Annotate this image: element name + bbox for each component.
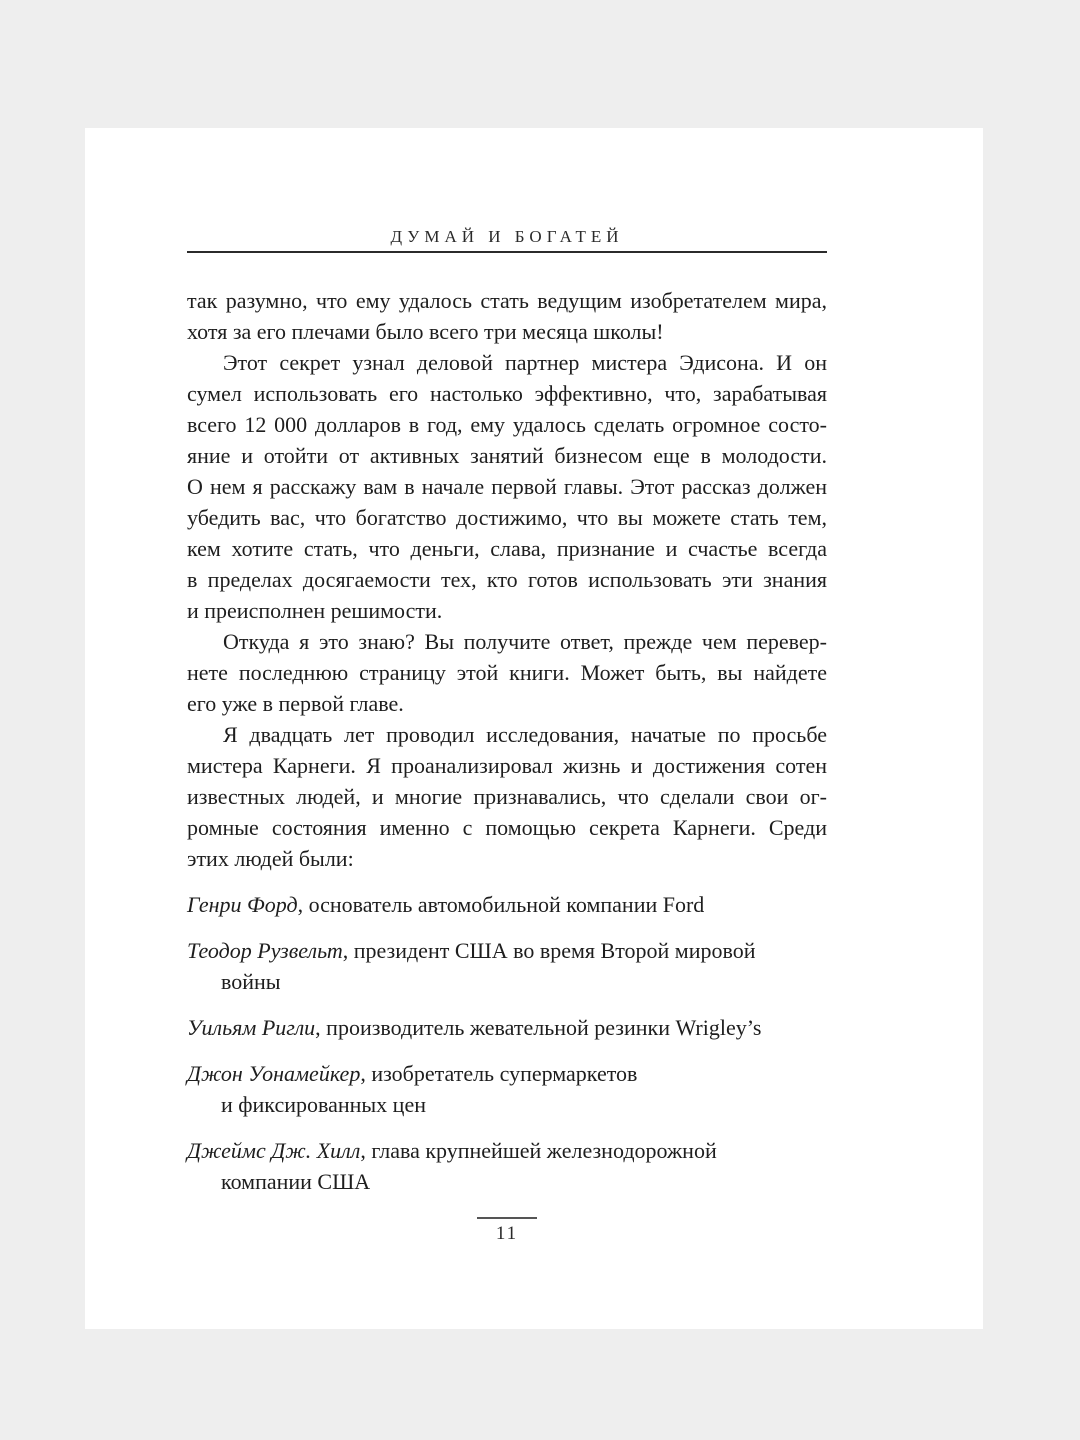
person-first-line xyxy=(187,1135,827,1166)
text-line: и преисполнен решимости. xyxy=(187,598,443,623)
person-description: , президент США во время Второй мировой xyxy=(342,938,756,963)
text-line: всего 12 000 долларов в год, ему удалось сделать огромное состо- xyxy=(187,412,827,437)
paragraph xyxy=(187,347,827,626)
person-description: , глава крупнейшей железнодорожной xyxy=(360,1138,717,1163)
running-header-title: ДУМАЙ И БОГАТЕЙ xyxy=(390,227,624,246)
text-line: сумел использовать его настолько эффективно, что, зарабатывая xyxy=(187,381,827,406)
person-entry xyxy=(187,1135,827,1197)
text-line: этих людей были: xyxy=(187,846,354,871)
person-description: , изобретатель супермаркетов xyxy=(360,1061,638,1086)
text-line: ромные состояния именно с помощью секрета Карнеги. Среди xyxy=(187,815,827,840)
person-continuation-line: компании США xyxy=(221,1169,371,1194)
person-name: Джеймс Дж. Хилл xyxy=(187,1138,361,1163)
page-footer xyxy=(187,1217,827,1245)
text-line: мистера Карнеги. Я проанализировал жизнь и достижения сотен xyxy=(187,753,827,778)
text-line: так разумно, что ему удалось стать ведущим изобретателем мира, xyxy=(187,288,827,313)
person-entry xyxy=(187,1012,827,1043)
text-line: нете последнюю страницу этой книги. Может быть, вы найдете xyxy=(187,660,827,685)
person-first-line xyxy=(187,889,827,920)
body-text xyxy=(187,285,827,874)
header-rule xyxy=(187,251,827,253)
text-line: Этот секрет узнал деловой партнер мистера Эдисона. И он xyxy=(223,350,827,375)
text-line: известных людей, и многие признавались, что сделали свои ог- xyxy=(187,784,827,809)
person-entry xyxy=(187,889,827,920)
person-continuation-line: и фиксированных цен xyxy=(221,1092,426,1117)
text-line: его уже в первой главе. xyxy=(187,691,404,716)
text-line: Откуда я это знаю? Вы получите ответ, прежде чем перевер- xyxy=(223,629,827,654)
person-first-line xyxy=(187,1012,827,1043)
person-name: Уильям Ригли xyxy=(187,1015,316,1040)
text-block xyxy=(187,226,827,1245)
paragraph xyxy=(187,626,827,719)
person-name: Джон Уонамейкер xyxy=(187,1061,361,1086)
text-line: О нем я расскажу вам в начале первой главы. Этот рассказ должен xyxy=(187,474,827,499)
person-name: Генри Форд xyxy=(187,892,298,917)
people-list xyxy=(187,889,827,1197)
text-line: Я двадцать лет проводил исследования, начатые по просьбе xyxy=(223,722,827,747)
person-entry xyxy=(187,935,827,997)
text-line: кем хотите стать, что деньги, слава, признание и счастье всегда xyxy=(187,536,827,561)
footer-divider xyxy=(477,1217,537,1219)
person-entry xyxy=(187,1058,827,1120)
text-line: убедить вас, что богатство достижимо, что вы можете стать тем, xyxy=(187,505,827,530)
person-first-line xyxy=(187,935,827,966)
book-page xyxy=(85,128,983,1329)
paragraph xyxy=(187,285,827,347)
person-name: Теодор Рузвельт xyxy=(187,938,343,963)
text-line: хотя за его плечами было всего три месяца школы! xyxy=(187,319,664,344)
person-continuation-line: войны xyxy=(221,969,281,994)
person-first-line xyxy=(187,1058,827,1089)
page-number: 11 xyxy=(495,1223,519,1244)
person-description: , производитель жевательной резинки Wrigley’s xyxy=(315,1015,762,1040)
text-line: в пределах досягаемости тех, кто готов использовать эти знания xyxy=(187,567,827,592)
text-line: яние и отойти от активных занятий бизнесом еще в молодости. xyxy=(187,443,827,468)
person-description: , основатель автомобильной компании Ford xyxy=(297,892,705,917)
paragraph xyxy=(187,719,827,874)
